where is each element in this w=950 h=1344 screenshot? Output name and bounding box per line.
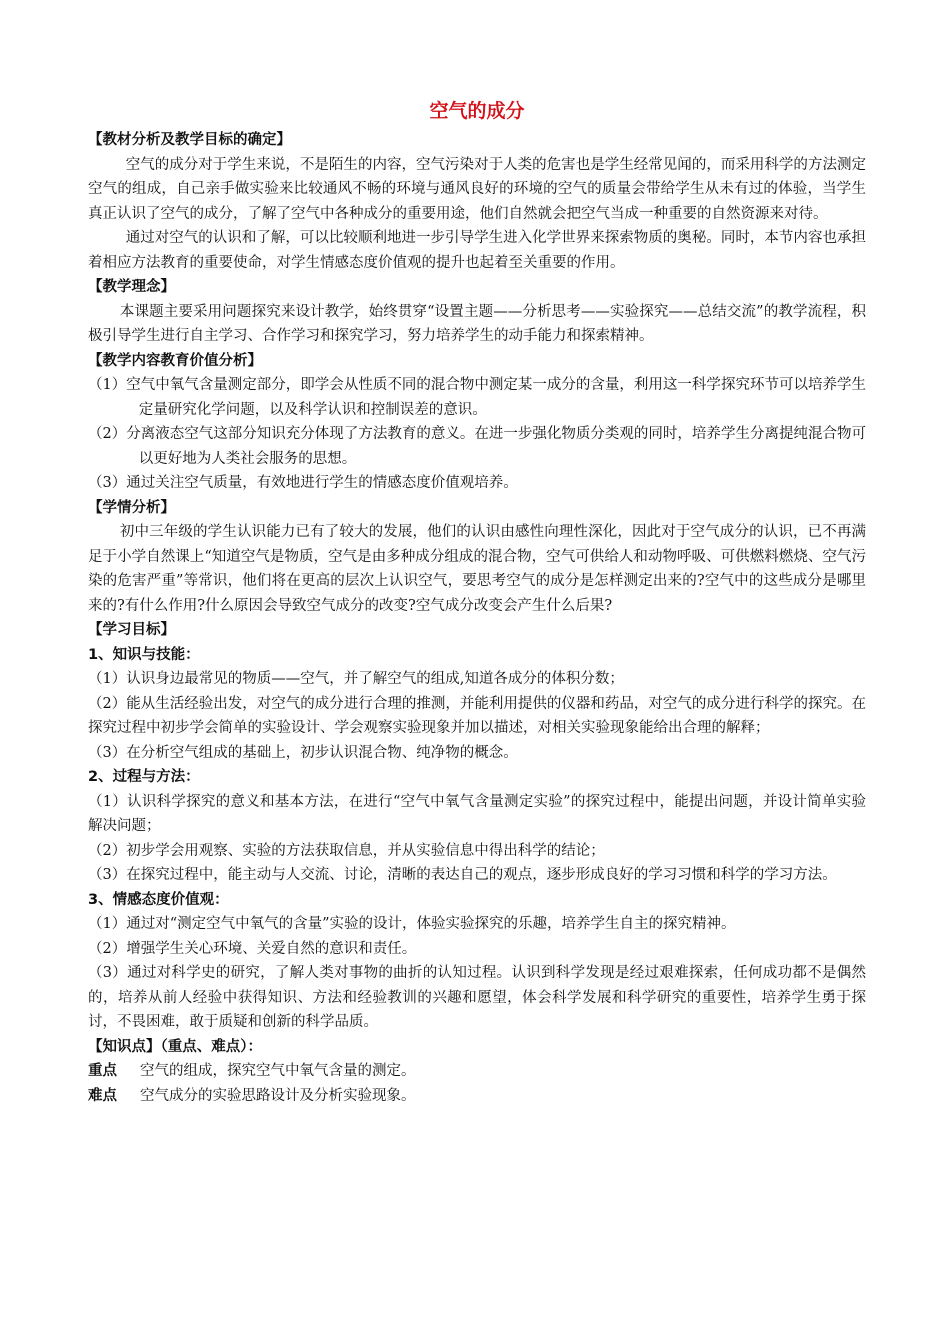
key-point-label: 重点 [88,1063,117,1079]
page-title: 空气的成分 [429,100,525,122]
subsection-heading: 1、知识与技能： [88,646,200,663]
list-item: （3）在分析空气组成的基础上，初步认识混合物、纯净物的概念。 [88,744,518,761]
paragraph: 通过对空气的认识和了解，可以比较顺利地进一步引导学生进入化学世界来探索物质的奥秘。同时，本节内容也承担着相应方法教育的重要使命，对学生情感态度价值观的提升也起着至关重要的作用。 [88,230,866,271]
list-item: （3）通过关注空气质量，有效地进行学生的情感态度价值观培养。 [88,475,518,491]
subsection-heading: 3、情感态度价值观： [88,891,229,908]
subsection-heading: 2、过程与方法： [88,769,200,785]
difficulty-text: 空气成分的实验思路设计及分析实验现象。 [140,1087,416,1104]
list-item: （2）增强学生关心环境、关爱自然的意识和责任。 [88,940,417,957]
list-item: （1）空气中氧气含量测定部分，即学会从性质不同的混合物中测定某一成分的含量，利用这一科学探究环节可以培养学生定量研究化学问题，以及科学认识和控制误差的意识。 [88,377,866,418]
section-heading: 【教学内容教育价值分析】 [88,352,262,369]
document-page [88,98,866,1108]
difficulty-row [88,1084,866,1109]
section-heading: 【学情分析】 [88,499,175,516]
difficulty-label: 难点 [88,1087,117,1104]
list-item: （2）初步学会用观察、实验的方法获取信息，并从实验信息中得出科学的结论； [88,842,605,859]
list-item: （1）通过对“测定空气中氧气的含量”实验的设计，体验实验探究的乐趣，培养学生自主的探究精神。 [88,916,736,932]
paragraph: 初中三年级的学生认识能力已有了较大的发展，他们的认识由感性向理性深化，因此对于空气成分的认识，已不再满足于小学自然课上“知道空气是物质，空气是由多种成分组成的混合物，空气可供给人和动物呼吸、可供燃料燃烧、空气污染的危害严重”等常识，他们将在更高的层次上认识空气，要思考空气的成分是怎样测定出来的?空气中的这些成分是哪里来的?有什么作用?什么原因会导致空气成分的改变?空气成分改变会产生什么后果? [88,524,866,614]
section-heading: 【知识点】（重点、难点）： [88,1038,262,1055]
list-item: （3）通过对科学史的研究，了解人类对事物的曲折的认知过程。认识到科学发现是经过艰难探索，任何成功都不是偶然的，培养从前人经验中获得知识、方法和经验教训的兴趣和愿望，体会科学发展和科学研究的重要性，培养学生勇于探讨，不畏困难，敢于质疑和创新的科学品质。 [88,965,866,1030]
section-heading: 【学习目标】 [88,622,175,638]
key-point-row [88,1059,866,1084]
list-item: （1）认识身边最常见的物质——空气，并了解空气的组成,知道各成分的体积分数； [88,671,624,687]
paragraph: 空气的成分对于学生来说，不是陌生的内容，空气污染对于人类的危害也是学生经常见闻的，而采用科学的方法测定空气的组成，自己亲手做实验来比较通风不畅的环境与通风良好的环境的空气的质量会带给学生从未有过的体验，当学生真正认识了空气的成分，了解了空气中各种成分的重要用途，他们自然就会把空气当成一种重要的自然资源来对待。 [88,156,866,222]
list-item: （3）在探究过程中，能主动与人交流、讨论，清晰的表达自己的观点，逐步形成良好的学习习惯和科学的学习方法。 [88,867,837,883]
list-item: （2）能从生活经验出发，对空气的成分进行合理的推测，并能利用提供的仪器和药品，对空气的成分进行科学的探究。在探究过程中初步学会简单的实验设计、学会观察实验现象并加以描述，对相关实验现象能给出合理的解释； [88,695,866,736]
list-item: （1）认识科学探究的意义和基本方法，在进行“空气中氧气含量测定实验”的探究过程中，能提出问题，并设计简单实验解决问题； [88,793,866,834]
section-heading: 【教学理念】 [88,279,175,295]
section-heading: 【教材分析及教学目标的确定】 [88,132,291,148]
key-point-text: 空气的组成，探究空气中氧气含量的测定。 [140,1063,416,1079]
list-item: （2）分离液态空气这部分知识充分体现了方法教育的意义。在进一步强化物质分类观的同时，培养学生分离提纯混合物可以更好地为人类社会服务的思想。 [88,426,866,467]
paragraph: 本课题主要采用问题探究来设计教学，始终贯穿“设置主题——分析思考——实验探究——总结交流”的教学流程，积极引导学生进行自主学习、合作学习和探究学习，努力培养学生的动手能力和探索精神。 [88,303,866,344]
